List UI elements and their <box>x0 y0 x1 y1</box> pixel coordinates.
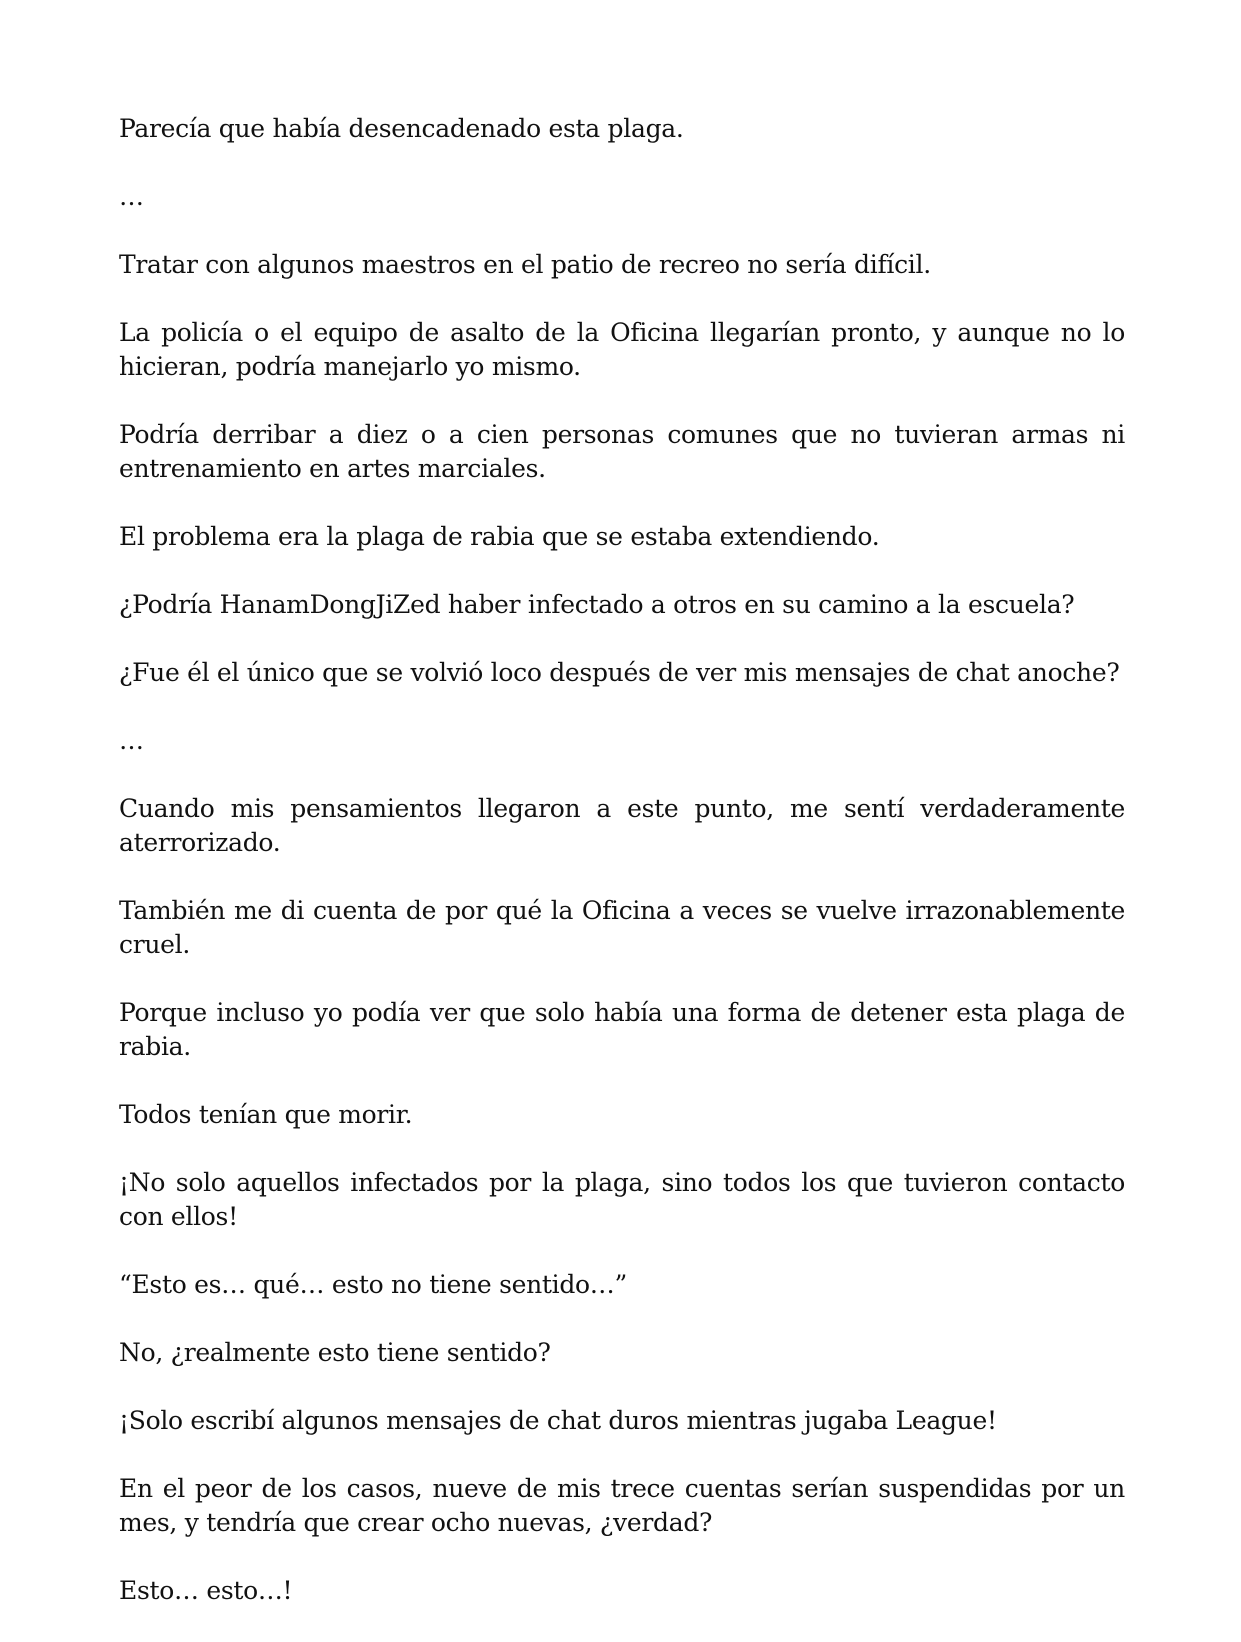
paragraph: También me di cuenta de por qué la Oficina a veces se vuelve irrazonablemente cruel. <box>119 896 1125 959</box>
paragraph-ellipsis: … <box>119 182 144 211</box>
paragraph: Todos tenían que morir. <box>119 1100 413 1129</box>
paragraph: Cuando mis pensamientos llegaron a este punto, me sentí verdaderamente aterrorizado. <box>119 794 1125 857</box>
paragraph: Tratar con algunos maestros en el patio de recreo no sería difícil. <box>119 250 931 279</box>
paragraph: La policía o el equipo de asalto de la Oficina llegarían pronto, y aunque no lo hicieran, podría manejarlo yo mismo. <box>119 318 1125 381</box>
paragraph: Porque incluso yo podía ver que solo había una forma de detener esta plaga de rabia. <box>119 998 1125 1061</box>
paragraph-ellipsis: … <box>119 726 144 755</box>
paragraph-dialogue: “Esto es… qué… esto no tiene sentido…” <box>119 1270 627 1299</box>
paragraph: En el peor de los casos, nueve de mis trece cuentas serían suspendidas por un mes, y tendría que crear ocho nuevas, ¿verdad? <box>119 1474 1125 1537</box>
paragraph: Parecía que había desencadenado esta plaga. <box>119 114 684 143</box>
paragraph: ¿Podría HanamDongJiZed haber infectado a otros en su camino a la escuela? <box>119 590 1075 619</box>
paragraph: Esto… esto…! <box>119 1576 293 1605</box>
paragraph: ¿Fue él el único que se volvió loco después de ver mis mensajes de chat anoche? <box>119 658 1120 687</box>
paragraph: El problema era la plaga de rabia que se estaba extendiendo. <box>119 522 880 551</box>
body-text <box>119 112 1125 1642</box>
paragraph: ¡Solo escribí algunos mensajes de chat duros mientras jugaba League! <box>119 1406 997 1435</box>
paragraph: Podría derribar a diez o a cien personas comunes que no tuvieran armas ni entrenamiento en artes marciales. <box>119 420 1125 483</box>
paragraph: ¡No solo aquellos infectados por la plaga, sino todos los que tuvieron contacto con ellos! <box>119 1168 1125 1231</box>
paragraph: No, ¿realmente esto tiene sentido? <box>119 1338 551 1367</box>
